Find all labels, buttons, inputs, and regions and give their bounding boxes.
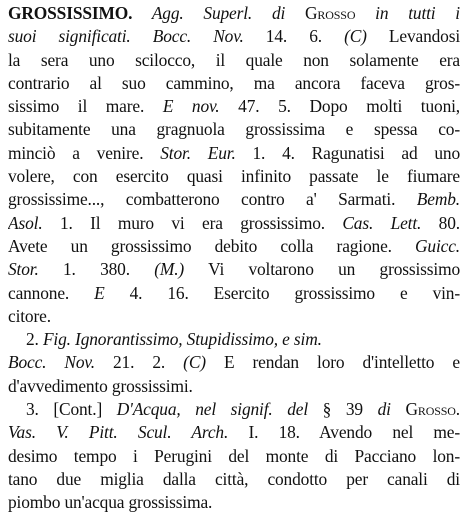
text-run: Vi voltarono un grossissimo [184,259,460,280]
headword: GROSSISSIMO. [8,3,133,23]
text-run: grossissime..., combatterono contro a' Sarmati. [8,189,417,210]
text-line [8,165,460,188]
text-run: Stor. Eur. [160,142,236,163]
text-line [8,258,460,281]
text-line [8,95,460,118]
text-line [8,398,460,421]
text-run: sissimo il mare. [8,96,163,117]
text-line [8,118,460,141]
text-line [8,421,460,444]
text-run: D'Acqua, nel signif. del [116,399,309,420]
text-run: cannone. [8,282,95,303]
text-line [8,188,460,211]
text-line [8,445,460,468]
text-run: piombo un'acqua grossissima. [8,492,213,513]
text-line [8,72,460,95]
text-run: Stor. [8,259,39,280]
text-run: E nov. [162,96,220,117]
text-run: 1. 4. Ragunatisi ad uno [235,142,460,163]
text-run: citore. [8,305,51,326]
text-run: la sera uno scilocco, il quale non solamente era [8,49,460,70]
text-run: Vas. V. Pitt. Scul. Arch. [8,422,229,443]
text-run: tano due miglia dalla città, condotto per canali di [8,468,460,489]
text-run: Levandosi [366,26,460,47]
text-run: Guicc. [415,235,460,256]
text-run: 1. Il muro vi era grossissimo. [42,212,343,233]
text-run: 21. 2. [94,352,184,373]
text-run: E rendan loro d'intelletto e [205,352,460,373]
text-run: volere, con esercito quasi infinito passate le fiumare [8,166,460,187]
text-run: Fig. Ignorantissimo, Stupidissimo, e sim. [42,329,322,350]
text-line [8,212,460,235]
text-run: 4. 16. Esercito grossissimo e vin- [104,282,460,303]
text-run: Cas. Lett. [342,212,422,233]
text-run: 3. [Cont.] [26,399,117,420]
text-run: Bemb. [416,189,460,210]
text-run: desimo tempo i Perugini del monte di Pacciano lon- [8,445,460,466]
text-run: § 39 [308,399,378,420]
text-run: di [377,399,391,420]
text-line [8,468,460,491]
text-run: Bocc. Nov. [8,352,95,373]
text-run: I. 18. Avendo nel me- [228,422,460,443]
text-line [8,235,460,258]
text-line [8,142,460,165]
text-line [8,25,460,48]
text-run: Grosso [305,3,356,23]
text-run: (C) [183,352,206,373]
text-run: 1. 380. [38,259,155,280]
text-run: 14. 6. [243,26,345,47]
text-run: (M.) [154,259,185,280]
text-run: Avete un grossissimo debito colla ragione. [8,235,416,256]
text-run: (C) [344,26,367,47]
text-line [8,49,460,72]
text-run: 47. 5. Dopo molti tuoni, [219,96,460,117]
text-run: Agg. Superl. di [132,3,305,23]
text-run: 2. [26,329,43,350]
text-run: d'avvedimento grossissimi. [8,375,193,396]
text-run: 80. [421,212,460,233]
text-line [8,375,460,398]
text-run: suoi significati. Bocc. Nov. [8,26,244,47]
text-run: Grosso. [390,399,460,420]
text-run: E [94,282,105,303]
text-line [8,351,460,374]
text-run: subitamente una gragnuola grossissima e spessa co- [8,119,460,140]
text-line [8,2,460,25]
text-run: in tutti i [355,3,460,23]
text-line [8,305,460,328]
text-line [8,328,460,351]
text-run: Asol. [8,212,43,233]
text-line [8,491,460,514]
text-run: contrario al suo cammino, ma ancora faceva gros- [8,72,460,93]
text-line [8,282,460,305]
text-run: minciò a venire. [8,142,161,163]
